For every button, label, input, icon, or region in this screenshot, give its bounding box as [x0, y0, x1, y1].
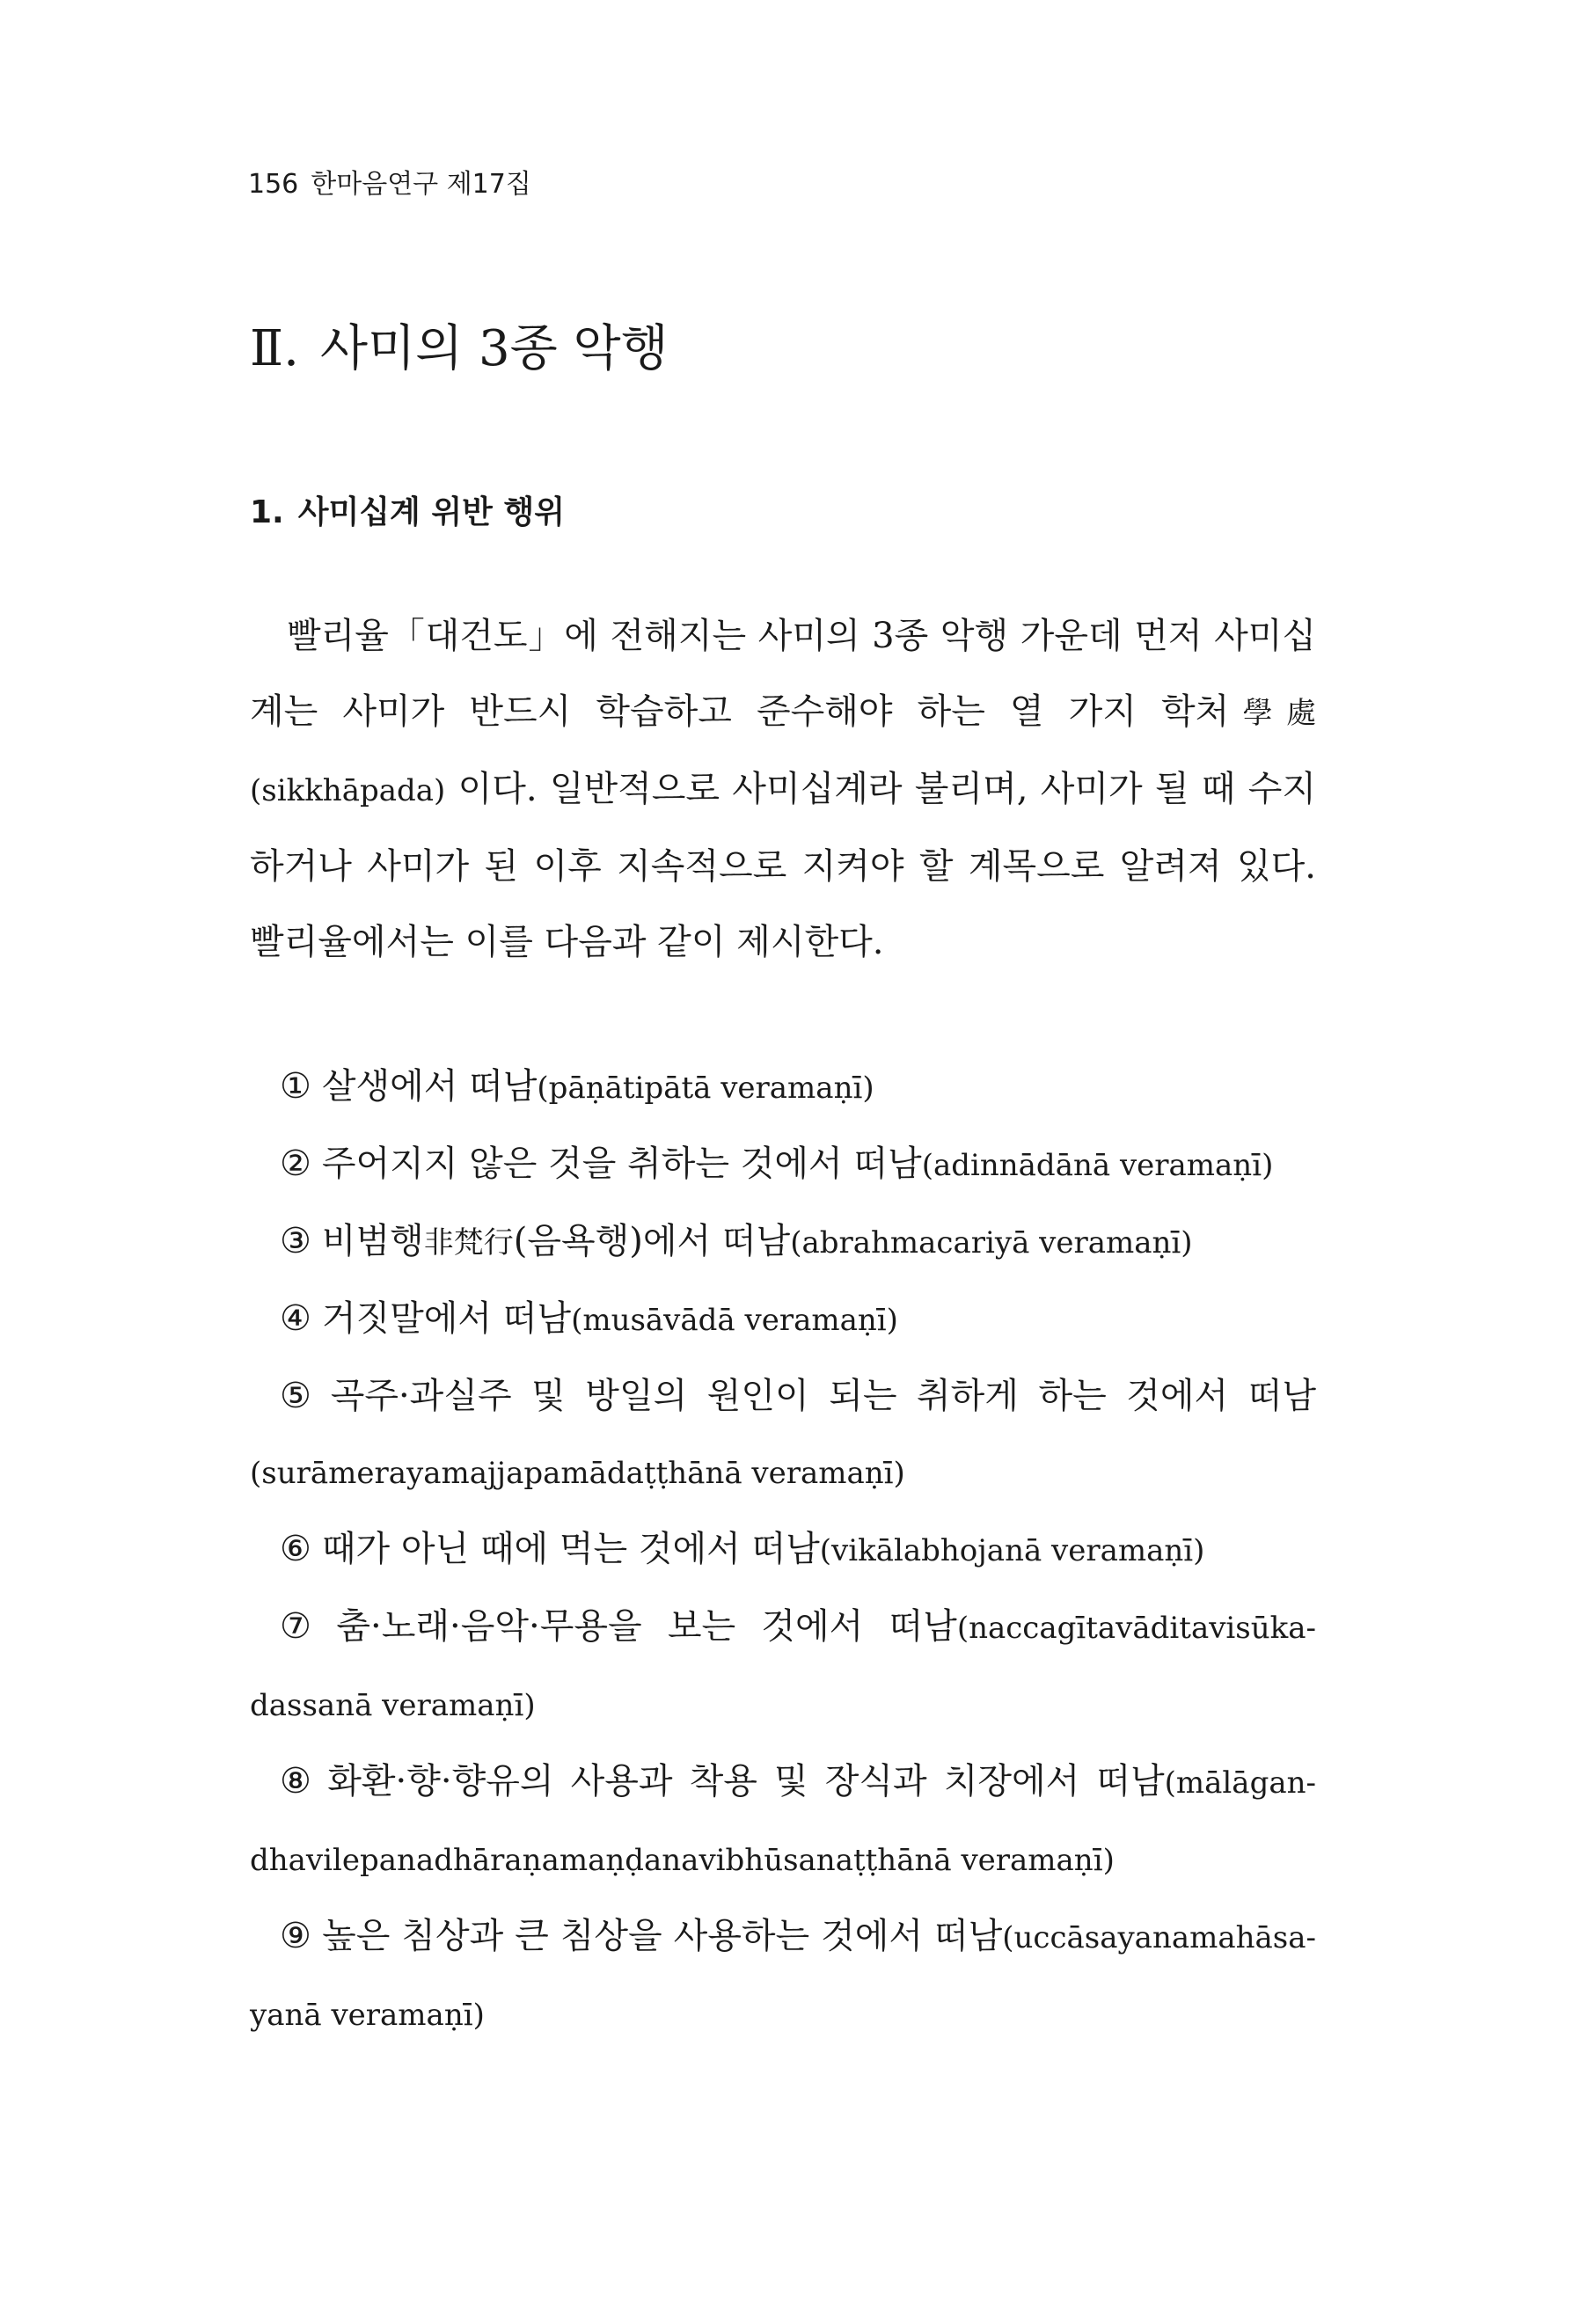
chapter-title-text: 사미의 3종 악행: [319, 320, 669, 377]
precept-marker: ①: [280, 1066, 311, 1107]
body-paragraph: [250, 598, 1316, 980]
precept-item: [250, 1898, 1316, 2053]
paragraph-hanja: 學處: [1229, 696, 1316, 731]
precept-item: [250, 1589, 1316, 1743]
precept-pali: (mālāgan-dhavilepanadhāraṇamaṇḍanavibhūsanaṭṭhānā veramaṇī): [250, 1765, 1316, 1878]
precept-hanja: 非梵行: [423, 1225, 514, 1261]
section-number: 1.: [250, 494, 284, 530]
paragraph-text-after: 이다. 일반적으로 사미십계라 불리며, 사미가 될 때 수지하거나 사미가 된 이후 지속적으로 지켜야 할 계목으로 알려져 있다. 빨리율에서는 이를 다음과 같이 제시한다.: [250, 769, 1316, 962]
page-number: 156: [248, 169, 299, 200]
precept-pali: (uccāsayanamahāsa-yanā veramaṇī): [250, 1920, 1317, 2033]
paragraph-text-before: 빨리율「대건도」에 전해지는 사미의 3종 악행 가운데 먼저 사미십계는 사미가 반드시 학습하고 준수해야 하는 열 가지 학처: [250, 616, 1316, 732]
section-heading: [250, 491, 565, 535]
precept-korean: 비범행: [321, 1221, 424, 1261]
precept-marker: ④: [280, 1298, 311, 1339]
precept-item: [250, 1049, 1316, 1126]
precept-pali: (pāṇātipātā veramaṇī): [537, 1071, 874, 1106]
precept-item: [250, 1511, 1316, 1589]
journal-title: 한마음연구 제17집: [311, 169, 531, 200]
precept-marker: ②: [280, 1144, 311, 1184]
paragraph-latin: (sikkhāpada): [250, 773, 446, 808]
precept-item: [250, 1203, 1316, 1281]
precept-korean-2: (음욕행)에서 떠남: [513, 1221, 791, 1261]
precept-item: [250, 1743, 1316, 1898]
precept-pali: (adinnādānā veramaṇī): [921, 1148, 1274, 1183]
precept-korean: 거짓말에서 떠남: [321, 1298, 572, 1339]
chapter-title: [250, 318, 669, 380]
precept-marker: ⑦: [280, 1606, 326, 1647]
precept-korean: 살생에서 떠남: [321, 1066, 538, 1107]
precept-korean: 곡주·과실주 및 방일의 원인이 되는 취하게 하는 것에서 떠남: [330, 1376, 1317, 1416]
section-title: 사미십계 위반 행위: [297, 494, 566, 530]
precept-item: [250, 1358, 1316, 1511]
precept-korean: 때가 아닌 때에 먹는 것에서 떠남: [321, 1529, 820, 1569]
running-header: [248, 167, 531, 202]
precept-korean: 높은 침상과 큰 침상을 사용하는 것에서 떠남: [322, 1916, 1003, 1956]
precept-pali: (naccagītavāditavisūka-dassanā veramaṇī): [250, 1611, 1317, 1723]
precept-pali: (vikālabhojanā veramaṇī): [819, 1533, 1205, 1568]
precept-marker: ⑤: [280, 1376, 320, 1416]
precept-marker: ⑥: [280, 1529, 311, 1569]
chapter-numeral: Ⅱ.: [250, 320, 299, 377]
precept-korean: 춤·노래·음악·무용을 보는 것에서 떠남: [336, 1606, 957, 1647]
precept-item: [250, 1281, 1316, 1358]
precept-marker: ③: [280, 1221, 311, 1261]
precept-korean: 주어지지 않은 것을 취하는 것에서 떠남: [321, 1144, 922, 1184]
precept-marker: ⑧: [280, 1761, 318, 1801]
precept-pali: (surāmerayamajjapamādaṭṭhānā veramaṇī): [250, 1456, 905, 1491]
precept-list: [250, 1049, 1316, 2053]
precept-korean: 화환·향·향유의 사용과 착용 및 장식과 치장에서 떠남: [327, 1761, 1165, 1801]
precept-item: [250, 1126, 1316, 1203]
precept-marker: ⑨: [280, 1916, 312, 1956]
precept-pali: (musāvādā veramaṇī): [571, 1303, 898, 1338]
precept-pali: (abrahmacariyā veramaṇī): [790, 1225, 1193, 1261]
